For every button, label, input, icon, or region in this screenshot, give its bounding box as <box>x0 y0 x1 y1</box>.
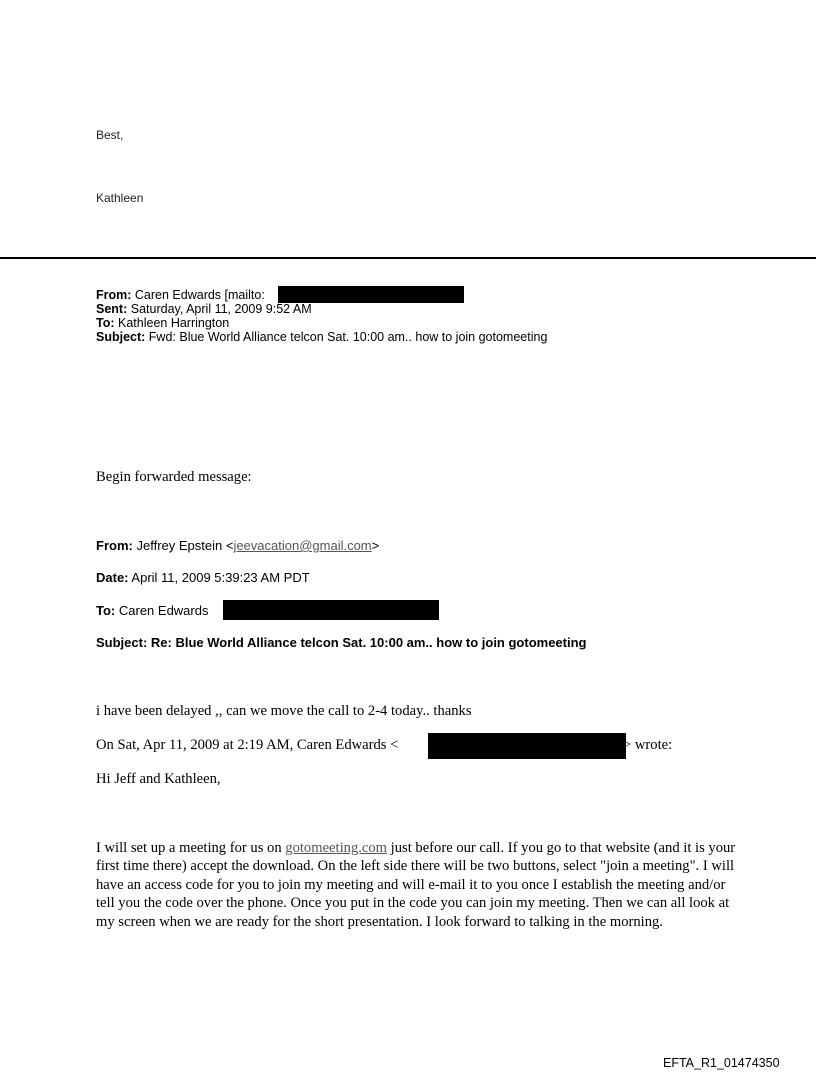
outer-sent-line <box>96 302 312 316</box>
outer-from-value: Caren Edwards [mailto: <box>134 288 265 302</box>
message-paragraph <box>96 839 736 931</box>
inner-subject-value: Re: Blue World Alliance telcon Sat. 10:00 am.. how to join gotomeeting <box>150 635 587 650</box>
redaction-box <box>428 733 626 759</box>
quote-attribution-start: On Sat, Apr 11, 2009 at 2:19 AM, Caren Edwards < <box>96 737 399 753</box>
inner-date-line <box>96 570 310 585</box>
outer-sent-value: Saturday, April 11, 2009 9:52 AM <box>130 302 312 316</box>
inner-from-close: > <box>371 538 380 553</box>
inner-subject-label: Subject: <box>96 635 148 650</box>
inner-to-line <box>96 603 208 618</box>
outer-to-label: To: <box>96 316 115 330</box>
inner-date-value: April 11, 2009 5:39:23 AM PDT <box>131 570 310 585</box>
outer-to-line <box>96 316 229 330</box>
gotomeeting-link[interactable]: gotomeeting.com <box>285 840 388 856</box>
inner-to-value: Caren Edwards <box>118 603 209 618</box>
outer-from-line <box>96 288 265 302</box>
redaction-box <box>223 600 439 620</box>
quote-attribution-end: > wrote: <box>623 737 673 753</box>
inner-from-name: Jeffrey Epstein < <box>136 538 234 553</box>
outer-subject-value: Fwd: Blue World Alliance telcon Sat. 10:00 am.. how to join gotomeeting <box>148 330 548 344</box>
signoff-name: Kathleen <box>96 191 144 205</box>
message-part-1: I will set up a meeting for us on <box>96 840 286 856</box>
outer-subject-line <box>96 330 547 344</box>
reply-text: i have been delayed ,, can we move the call to 2-4 today.. thanks <box>96 703 472 719</box>
signoff-greeting: Best, <box>96 128 124 142</box>
outer-sent-label: Sent: <box>96 302 128 316</box>
inner-subject-line <box>96 635 586 650</box>
document-id: EFTA_R1_01474350 <box>663 1056 780 1070</box>
redaction-box <box>278 286 464 303</box>
sender-email-link[interactable]: jeevacation@gmail.com <box>233 538 372 553</box>
outer-to-value: Kathleen Harrington <box>118 316 230 330</box>
inner-date-label: Date: <box>96 570 129 585</box>
inner-to-label: To: <box>96 603 116 618</box>
salutation: Hi Jeff and Kathleen, <box>96 771 221 787</box>
outer-subject-label: Subject: <box>96 330 146 344</box>
message-part-2: just before our call. If you go to that website (and it is your first time there) accept the download. On the left side there will be two buttons, select "join a meeting". I will have an access code for you to join my meeting and will e-mail it to you once I establish the meeting and/or tell you the code over the phone. Once you put in the code you can join my meeting. Then we can all look at my screen when we are ready for the short presentation. I look forward to talking in the morning. <box>96 840 736 930</box>
forward-intro: Begin forwarded message: <box>96 469 252 485</box>
header-divider <box>0 257 816 259</box>
outer-from-label: From: <box>96 288 132 302</box>
inner-from-line <box>96 538 379 553</box>
inner-from-label: From: <box>96 538 133 553</box>
